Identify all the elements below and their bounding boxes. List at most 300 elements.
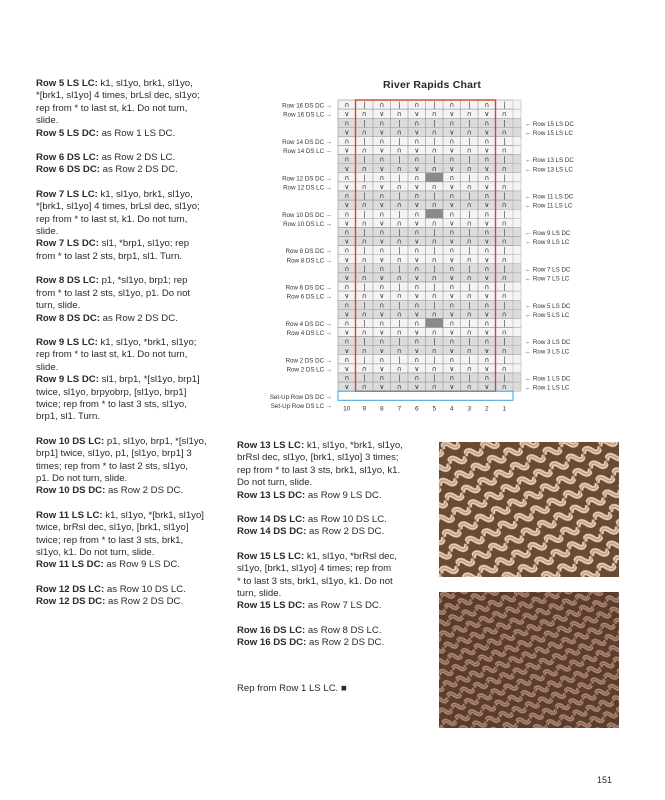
stitch-symbol: ∩ (484, 228, 490, 237)
stitch-symbol: ∨ (379, 219, 385, 228)
stitch-symbol: | (468, 301, 471, 310)
row-text: as Row 2 DS DC. (99, 312, 178, 324)
stitch-symbol: ∨ (414, 110, 420, 119)
stitch-symbol: ∩ (484, 246, 490, 255)
stitch-symbol: | (398, 283, 401, 292)
stitch-symbol: | (398, 192, 401, 201)
stitch-symbol: | (433, 301, 436, 310)
stitch-symbol: ∨ (344, 365, 350, 373)
stitch-symbol: | (363, 374, 366, 383)
stitch-symbol: ∩ (414, 101, 420, 110)
chart-row (338, 355, 521, 364)
stitch-symbol: ∨ (414, 292, 420, 301)
chart-row-label: Row 10 DS DC → (282, 211, 332, 219)
row-text: *[brk1, sl1yo] 4 times, brLsl dec, sl1yo; (36, 90, 200, 102)
stitch-symbol: ∨ (484, 346, 490, 355)
stitch-symbol: ∩ (501, 128, 507, 137)
stitch-symbol: ∩ (361, 201, 367, 210)
stitch-symbol: | (503, 228, 506, 237)
stitch-symbol: | (468, 192, 471, 201)
row-heading: Row 6 DS DC: (36, 164, 100, 176)
row-text: *[brk1, sl1yo] 4 times, brLsl dec, sl1yo; (36, 201, 200, 213)
row-text: twice; rep from * to last 3 sts, brk1, (36, 534, 184, 546)
stitch-symbol: ∨ (414, 328, 420, 337)
stitch-symbol: | (468, 337, 471, 346)
stitch-symbol: ∨ (449, 183, 455, 191)
stitch-symbol: ∩ (414, 301, 420, 310)
stitch-symbol: ∩ (414, 137, 420, 146)
stitch-symbol: ∨ (414, 183, 420, 191)
stitch-symbol: ∩ (396, 383, 402, 392)
stitch-symbol: ∩ (501, 292, 507, 301)
stitch-symbol: ∩ (361, 237, 367, 246)
stitch-symbol: ∩ (379, 173, 385, 182)
stitch-symbol: ∨ (449, 328, 455, 337)
stitch-symbol: ∩ (414, 374, 420, 383)
stitch-symbol: | (433, 283, 436, 292)
stitch-symbol: ∩ (501, 365, 507, 373)
row-text: as Row 8 DS LC. (305, 624, 382, 636)
chart-row-label: Row 6 DS DC → (285, 284, 332, 292)
row-heading: Row 16 DS DC: (237, 637, 307, 649)
stitch-symbol: ∨ (414, 237, 420, 246)
row-text: k1, sl1yo, *[brk1, sl1yo] (102, 509, 204, 521)
stitch-symbol: ∩ (414, 246, 420, 255)
stitch-symbol: ∩ (449, 246, 455, 255)
row-heading: Row 14 DS LC: (237, 514, 306, 526)
row-text: as Row 2 DS DC. (105, 485, 184, 497)
instruction-line (237, 600, 417, 612)
stitch-symbol: ∩ (396, 128, 402, 137)
stitch-symbol: | (503, 355, 506, 364)
stitch-symbol: | (363, 101, 366, 110)
stitch-symbol: ∨ (379, 201, 385, 210)
stitch-symbol: ∨ (414, 365, 420, 373)
stitch-symbol: | (433, 228, 436, 237)
stitch-symbol: ∨ (379, 164, 385, 173)
stitch-symbol: ∩ (379, 319, 385, 328)
chart-row-label: Row 6 DS LC → (286, 293, 332, 301)
stitch-symbol: ∩ (484, 210, 490, 219)
chart-row-label: Row 16 DS DC → (282, 102, 332, 110)
chart-column-number: 10 (343, 405, 351, 413)
stitch-symbol: ∨ (449, 292, 455, 301)
stitch-symbol: ∩ (431, 164, 437, 173)
row-text: from * to last 2 sts, sl1yo, p1. Do not (36, 287, 191, 299)
stitch-symbol: ∩ (414, 173, 420, 182)
stitch-symbol: ∩ (431, 219, 437, 228)
stitch-symbol: ∩ (396, 183, 402, 191)
row-heading: Row 7 LS LC: (36, 188, 98, 200)
stitch-symbol: ∨ (414, 274, 420, 282)
row-text: p1. Do not turn, slide. (36, 472, 128, 484)
stitch-symbol: ∨ (484, 110, 490, 119)
stitch-symbol: | (433, 155, 436, 164)
row-heading: Row 7 LS DC: (36, 238, 99, 250)
chart-row-label: ← Row 5 LS DC (525, 302, 571, 310)
stitch-symbol: ∨ (379, 310, 385, 319)
instruction-line (36, 189, 236, 239)
instruction-line (36, 510, 236, 560)
chart-row (338, 227, 521, 236)
chart-row-label: Row 8 DS LC → (286, 257, 332, 265)
stitch-symbol: ∩ (396, 255, 402, 264)
stitch-symbol: | (398, 319, 401, 328)
stitch-symbol: ∨ (344, 346, 350, 355)
instruction-line (36, 485, 236, 497)
stitch-symbol: | (503, 155, 506, 164)
stitch-symbol: | (433, 137, 436, 146)
stitch-symbol: ∩ (344, 119, 350, 128)
stitch-symbol: ∩ (344, 374, 350, 383)
row-heading: Row 10 DS DC: (36, 485, 106, 497)
stitch-symbol: ∩ (344, 246, 350, 255)
row-heading: Row 13 LS LC: (237, 440, 305, 451)
chart-row (338, 337, 521, 346)
stitch-symbol: ∩ (396, 219, 402, 228)
row-text: as Row 2 DS DC. (306, 637, 385, 649)
stitch-symbol: | (398, 228, 401, 237)
stitch-symbol: ∩ (484, 264, 490, 273)
stitch-symbol: ∨ (414, 219, 420, 228)
stitch-symbol: ∩ (379, 374, 385, 383)
stitch-symbol: ∩ (396, 328, 402, 337)
stitch-symbol: ∩ (396, 237, 402, 246)
chart-row (338, 264, 521, 273)
chart-column-number: 9 (362, 405, 367, 413)
stitch-symbol: ∨ (344, 146, 350, 155)
stitch-symbol: ∨ (449, 365, 455, 373)
stitch-symbol: | (468, 210, 471, 219)
stitch-symbol: ∩ (414, 355, 420, 364)
row-text: k1, sl1yo, brk1, sl1yo, (97, 188, 193, 200)
stitch-symbol: ∨ (414, 383, 420, 392)
stitch-symbol: ∩ (449, 228, 455, 237)
stitch-symbol: | (503, 337, 506, 346)
chart-row-label: ← Row 3 LS DC (525, 339, 571, 347)
no-stitch-cell (426, 318, 444, 327)
row-text: slide. (36, 115, 59, 127)
stitch-symbol: ∩ (344, 283, 350, 292)
stitch-symbol: ∩ (396, 110, 402, 119)
stitch-symbol: ∨ (344, 219, 350, 228)
row-text: from * to last 2 sts, brp1, sl1. Turn. (36, 250, 183, 262)
stitch-symbol: ∩ (466, 383, 472, 392)
stitch-symbol: ∨ (449, 346, 455, 355)
stitch-symbol: ∩ (449, 119, 455, 128)
row-text: twice, sl1yo, brpyobrp, [sl1yo, brp1] (36, 386, 187, 398)
stitch-symbol: | (398, 301, 401, 310)
stitch-symbol: ∨ (414, 310, 420, 319)
stitch-symbol: ∩ (414, 283, 420, 292)
stitch-symbol: ∩ (361, 383, 367, 392)
stitch-symbol: ∨ (449, 201, 455, 210)
instruction-line (36, 584, 236, 596)
stitch-symbol: ∩ (361, 164, 367, 173)
stitch-symbol: ∩ (449, 101, 455, 110)
row-text: as Row 2 DS LC. (98, 152, 176, 164)
row-text: times; rep from * to last 2 sts, sl1yo, (36, 460, 188, 472)
stitch-symbol: | (503, 173, 506, 182)
stitch-symbol: | (398, 374, 401, 383)
row-text: k1, sl1yo, *brk1, sl1yo; (97, 336, 197, 348)
instruction-line (237, 625, 417, 637)
stitch-symbol: | (363, 210, 366, 219)
stitch-symbol: ∩ (466, 292, 472, 301)
row-heading: Row 16 DS LC: (237, 624, 306, 636)
stitch-symbol: ∩ (431, 128, 437, 137)
stitch-symbol: ∨ (379, 110, 385, 119)
stitch-symbol: ∨ (449, 274, 455, 282)
stitch-symbol: ∩ (501, 201, 507, 210)
instruction-line (36, 313, 236, 325)
stitch-symbol: ∨ (344, 383, 350, 392)
stitch-symbol: ∩ (449, 210, 455, 219)
stitch-symbol: | (433, 101, 436, 110)
row-text: rep from * to last st, k1. Do not turn, (36, 349, 188, 361)
stitch-symbol: ∨ (484, 365, 490, 373)
stitch-symbol: ∩ (501, 310, 507, 319)
stitch-symbol: ∩ (379, 119, 385, 128)
instruction-line (36, 337, 236, 374)
stitch-symbol: ∩ (396, 274, 402, 282)
chart-row-label: Row 10 DS LC → (283, 220, 332, 228)
stitch-symbol: ∨ (379, 365, 385, 373)
stitch-symbol: ∨ (344, 183, 350, 191)
stitch-symbol: | (433, 355, 436, 364)
row-text: slide. (36, 361, 59, 373)
instruction-line (237, 551, 417, 601)
stitch-symbol: | (468, 374, 471, 383)
chart-column-number: 6 (414, 405, 419, 413)
stitch-symbol: ∩ (466, 328, 472, 337)
stitch-symbol: ∩ (484, 355, 490, 364)
stitch-symbol: | (363, 173, 366, 182)
stitch-symbol: ∨ (379, 128, 385, 137)
stitch-symbol: | (503, 119, 506, 128)
chart-row-label: ← Row 1 LS DC (525, 375, 571, 383)
stitch-symbol: | (363, 264, 366, 273)
stitch-symbol: | (398, 173, 401, 182)
stitch-symbol: ∩ (396, 365, 402, 373)
chart-row-label: Row 14 DS LC → (283, 148, 332, 156)
stitch-symbol: ∨ (344, 310, 350, 319)
chart-row-label: ← Row 11 LS LC (525, 202, 573, 210)
stitch-symbol: ∨ (414, 164, 420, 173)
stitch-symbol: ∩ (501, 255, 507, 264)
stitch-symbol: | (468, 355, 471, 364)
row-heading: Row 12 DS LC: (36, 583, 105, 595)
stitch-symbol: ∨ (449, 237, 455, 246)
stitch-symbol: ∨ (449, 383, 455, 392)
instruction-line (36, 78, 236, 128)
row-heading: Row 6 DS LC: (36, 152, 99, 164)
chart-row-label: Row 8 DS DC → (285, 248, 332, 256)
stitch-symbol: ∩ (466, 255, 472, 264)
stitch-symbol: ∩ (466, 201, 472, 210)
stitch-symbol: ∨ (484, 128, 490, 137)
stitch-symbol: ∩ (361, 183, 367, 191)
instruction-line (36, 374, 236, 424)
stitch-symbol: ∩ (484, 173, 490, 182)
row-heading: Row 15 LS LC: (237, 550, 305, 562)
stitch-symbol: ∩ (484, 119, 490, 128)
instruction-line (36, 152, 236, 164)
stitch-symbol: | (363, 155, 366, 164)
stitch-symbol: | (468, 137, 471, 146)
chart-row-label: Row 12 DS LC → (283, 184, 332, 192)
stitch-symbol: ∩ (431, 292, 437, 301)
stitch-symbol: | (503, 264, 506, 273)
chart-row (338, 100, 521, 109)
row-text: k1, sl1yo, *brRsl dec, (304, 550, 397, 562)
row-heading: Row 5 LS LC: (36, 78, 98, 89)
chart-row-label: ← Row 13 LS LC (525, 166, 573, 174)
stitch-symbol: | (363, 228, 366, 237)
stitch-symbol: ∩ (431, 274, 437, 282)
stitch-symbol: ∩ (501, 146, 507, 155)
stitch-symbol: | (433, 192, 436, 201)
stitch-symbol: ∨ (484, 164, 490, 173)
stitch-symbol: | (433, 246, 436, 255)
chart-row-label: ← Row 7 LS LC (525, 275, 570, 283)
stitch-symbol: ∩ (396, 346, 402, 355)
stitch-symbol: ∩ (361, 274, 367, 282)
instruction-line (237, 440, 417, 490)
stitch-symbol: ∨ (484, 237, 490, 246)
left-instructions-column (36, 78, 236, 621)
row-text: Do not turn, slide. (237, 477, 313, 489)
chart-row (338, 118, 521, 127)
stitch-symbol: ∩ (466, 164, 472, 173)
stitch-symbol: ∩ (484, 301, 490, 310)
stitch-symbol: ∨ (449, 255, 455, 264)
stitch-symbol: ∩ (449, 173, 455, 182)
stitch-symbol: | (363, 119, 366, 128)
stitch-symbol: ∩ (379, 355, 385, 364)
stitch-symbol: ∩ (484, 337, 490, 346)
stitch-symbol: ∩ (361, 219, 367, 228)
stitch-symbol: | (398, 155, 401, 164)
swatch-photo-light (439, 442, 619, 577)
row-heading: Row 9 LS DC: (36, 374, 99, 386)
stitch-symbol: ∩ (466, 183, 472, 191)
row-text: as Row 2 DS DC. (99, 164, 178, 176)
row-text: k1, sl1yo, brk1, sl1yo, (97, 78, 193, 89)
instruction-line (36, 275, 236, 312)
stitch-symbol: ∩ (449, 355, 455, 364)
stitch-symbol: | (503, 301, 506, 310)
middle-instructions-column (237, 440, 417, 662)
stitch-symbol: ∨ (344, 128, 350, 137)
stitch-symbol: ∨ (484, 274, 490, 282)
stitch-symbol: ∨ (449, 310, 455, 319)
row-text: twice, brRsl dec, sl1yo, [brk1, sl1yo] (36, 522, 189, 534)
stitch-symbol: ∨ (344, 255, 350, 264)
chart-row (338, 300, 521, 309)
stitch-symbol: ∨ (484, 183, 490, 191)
stitch-symbol: ∩ (379, 264, 385, 273)
stitch-symbol: ∨ (379, 146, 385, 155)
row-text: as Row 1 LS DC. (98, 127, 176, 139)
stitch-symbol: | (468, 119, 471, 128)
chart-column-number: 8 (379, 405, 384, 413)
stitch-symbol: ∨ (379, 328, 385, 337)
stitch-symbol: ∨ (379, 383, 385, 392)
stitch-symbol: ∩ (379, 228, 385, 237)
stitch-symbol: | (398, 210, 401, 219)
stitch-symbol: ∩ (431, 146, 437, 155)
instruction-line (237, 526, 417, 538)
stitch-symbol: ∩ (361, 255, 367, 264)
stitch-symbol: ∩ (501, 346, 507, 355)
stitch-symbol: | (363, 355, 366, 364)
row-text: as Row 7 LS DC. (305, 600, 382, 612)
row-text: as Row 10 DS LC. (104, 583, 186, 595)
stitch-symbol: ∩ (431, 201, 437, 210)
row-text: as Row 2 DS DC. (105, 596, 184, 608)
setup-row-box (338, 391, 513, 400)
stitch-symbol: ∩ (361, 146, 367, 155)
row-text: brRsl dec, sl1yo, [brk1, sl1yo] 3 times; (237, 452, 399, 464)
stitch-symbol: | (468, 173, 471, 182)
row-text: p1, sl1yo, brp1, *[sl1yo, (104, 435, 207, 447)
chart-row-label: Row 16 DS LC → (283, 111, 332, 119)
stitch-symbol: | (398, 246, 401, 255)
stitch-symbol: ∨ (379, 237, 385, 246)
stitch-symbol: ∩ (466, 110, 472, 119)
chart-row-label: Set-Up Row DS DC → (269, 393, 332, 401)
row-text: sl1yo, k1. Do not turn, slide. (36, 547, 155, 558)
stitch-symbol: ∩ (431, 383, 437, 392)
row-text: brp1, sl1. Turn. (36, 411, 100, 423)
stitch-symbol: ∨ (484, 146, 490, 155)
stitch-symbol: ∨ (449, 146, 455, 155)
stitch-symbol: ∩ (379, 155, 385, 164)
chart-row-label: ← Row 11 LS DC (525, 193, 574, 201)
stitch-symbol: ∨ (379, 274, 385, 282)
stitch-symbol: ∩ (431, 255, 437, 264)
row-heading: Row 8 DS DC: (36, 312, 100, 324)
chart-row-label: ← Row 5 LS LC (525, 311, 570, 319)
stitch-symbol: ∩ (361, 128, 367, 137)
stitch-symbol: ∨ (414, 128, 420, 137)
row-text: turn, slide. (36, 300, 81, 312)
stitch-symbol: ∩ (449, 283, 455, 292)
row-text: sl1yo, [brk1, sl1yo] 4 times; rep from (237, 563, 392, 575)
stitch-symbol: ∩ (361, 310, 367, 319)
stitch-symbol: ∨ (344, 164, 350, 173)
chart-row (338, 155, 521, 164)
stitch-symbol: | (468, 264, 471, 273)
stitch-symbol: ∩ (431, 365, 437, 373)
stitch-symbol: ∩ (466, 310, 472, 319)
stitch-symbol: | (363, 246, 366, 255)
chart-title: River Rapids Chart (383, 79, 482, 91)
stitch-symbol: | (363, 337, 366, 346)
stitch-symbol: ∩ (414, 155, 420, 164)
stitch-symbol: | (363, 319, 366, 328)
stitch-symbol: ∩ (361, 346, 367, 355)
row-heading: Row 15 LS DC: (237, 600, 306, 612)
stitch-symbol: ∩ (361, 365, 367, 373)
stitch-symbol: ∩ (344, 228, 350, 237)
instruction-line (237, 490, 417, 502)
stitch-symbol: | (363, 137, 366, 146)
instruction-line (36, 164, 236, 176)
stitch-symbol: ∩ (449, 301, 455, 310)
row-heading: Row 11 LS LC: (36, 509, 103, 521)
